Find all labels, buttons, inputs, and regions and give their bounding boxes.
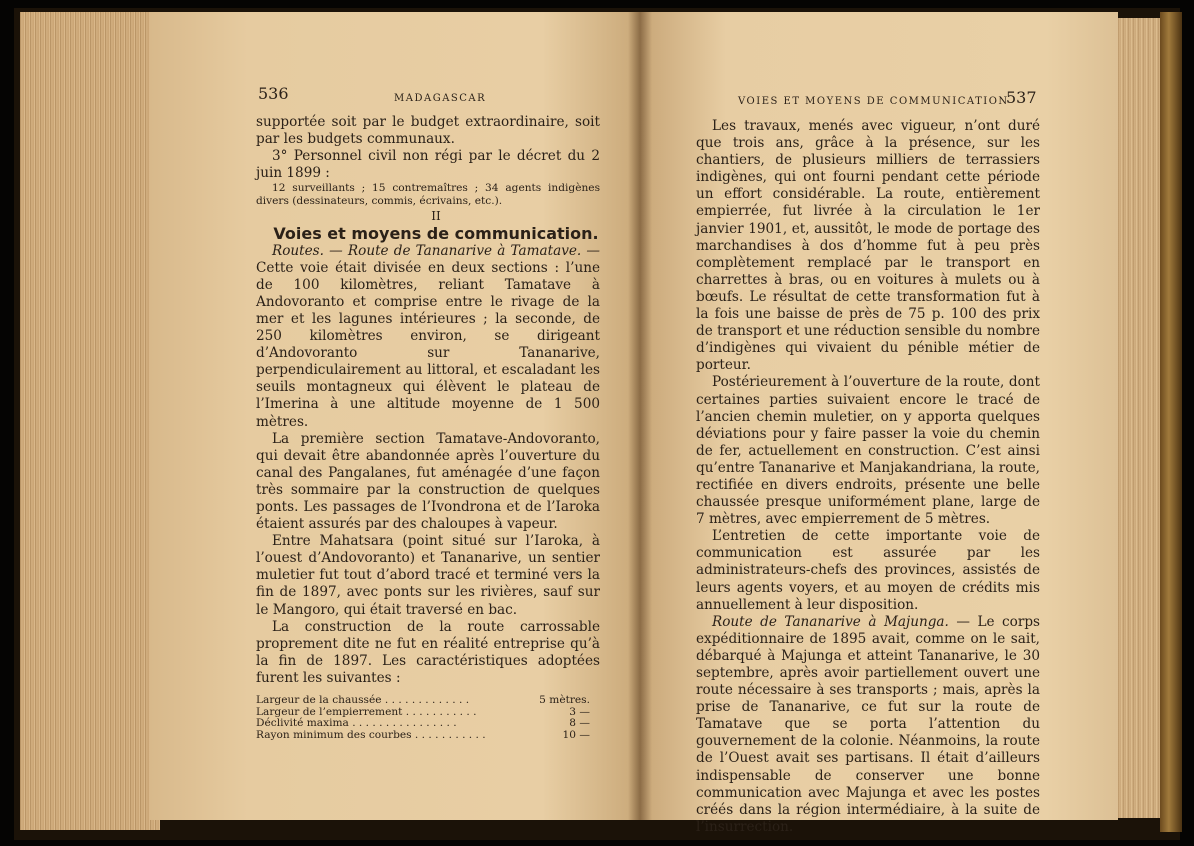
spec-value: 3 —	[569, 705, 590, 718]
paragraph	[256, 243, 600, 431]
paragraph: 3° Personnel civil non régi par le décret du 2 juin 1899 :	[256, 148, 600, 182]
left-page	[150, 12, 640, 820]
left-page-text	[256, 114, 600, 741]
spec-label: Rayon minimum des courbes . . . . . . . . . . .	[256, 728, 486, 741]
paragraph: Postérieurement à l’ouverture de la route, dont certaines parties suivaient encore le tracé de l’ancien chemin muletier, on y apporta quelques déviations pour y faire passer la voie du chemin de fer, actuellement en construction. C’est ainsi qu’entre Tananarive et Manjakandriana, la route, rectifiée en divers endroits, présente une belle chaussée presque uniformément plane, large de 7 mètres, avec empierrement de 5 mètres.	[696, 374, 1040, 528]
running-head-left: MADAGASCAR	[394, 93, 487, 104]
page-number-left: 536	[258, 84, 289, 103]
paragraph: L’entretien de cette importante voie de communication est assurée par les administrateurs-chefs des provinces, assistés de leurs agents voyers, et au moyen de crédits mis annuellement à leur disposition.	[696, 528, 1040, 613]
spec-label: Largeur de la chaussée . . . . . . . . . . . . .	[256, 694, 470, 706]
paragraph: Entre Mahatsara (point situé sur l’Iaroka, à l’ouest d’Andovoranto) et Tananarive, un sentier muletier fut tout d’abord tracé et terminé vers la fin de 1897, avec ponts sur les rivières, sauf sur le Mangoro, qui était traversé en bac.	[256, 533, 600, 618]
table-row	[256, 718, 600, 730]
spec-value: 10 —	[562, 728, 590, 741]
spec-value: 8 —	[569, 717, 590, 729]
paragraph-text: — Le corps expéditionnaire de 1895 avait, comme on le sait, débarqué à Majunga et atteint Tananarive, le 30 septembre, après avoir partiellement ouvert une route nécessaire à ses transports ; mais, après la prise de Tananarive, ce fut sur la route de Tamatave que se porta l’attention du gouvernement de la colonie. Néanmoins, la route de l’Ouest avait ses partisans. Il était d’ailleurs indispensable de conserver une bonne communication avec Majunga et avec les postes créés dans la région intermédiaire, à la suite de l’insurrection.	[696, 613, 1040, 835]
table-row	[256, 695, 600, 707]
book-gutter	[628, 12, 652, 820]
paragraph	[696, 614, 1040, 836]
paragraph: supportée soit par le budget extraordinaire, soit par les budgets communaux.	[256, 114, 600, 148]
subsection-heading: Route de Tananarive à Majunga.	[712, 613, 949, 630]
section-numeral: II	[431, 209, 441, 224]
left-page-edges	[20, 12, 160, 830]
paragraph: La construction de la route carrossable proprement dite ne fut en réalité entreprise qu’à la fin de 1897. Les caractéristiques adoptées furent les suivantes :	[256, 618, 600, 686]
running-head-right: VOIES ET MOYENS DE COMMUNICATION	[738, 96, 1009, 107]
right-page-text	[696, 118, 1040, 836]
subsection-heading: Routes. — Route de Tananarive à Tamatave. —	[272, 242, 600, 259]
page-number-right: 537	[1006, 88, 1037, 107]
right-page	[640, 12, 1118, 835]
paragraph-text: Cette voie était divisée en deux sections : l’une de 100 kilomètres, reliant Tamatave à Andovoranto et comprise entre le rivage de la mer et les lagunes intérieures ; la seconde, de 250 kilomètres environ, se dirigeant d’Andovoranto sur Tananarive, perpendiculairement au littoral, et escaladant les seuils montagneux qui élèvent le plateau de l’Imerina à une altitude moyenne de 1 500 mètres.	[256, 259, 600, 430]
spec-label: Largeur de l’empierrement . . . . . . . . . . .	[256, 705, 477, 718]
book-cover-edge	[1160, 12, 1182, 832]
specs-table	[256, 695, 600, 741]
footnote-list: 12 surveillants ; 15 contremaîtres ; 34 agents indigènes divers (dessinateurs, commis, écrivains, etc.).	[256, 182, 600, 208]
spec-value: 5 mètres.	[539, 694, 590, 706]
paragraph: La première section Tamatave-Andovoranto, qui devait être abandonnée après l’ouverture du canal des Pangalanes, fut aménagée d’une façon très sommaire par la construction de quelques ponts. Les passages de l’Ivondrona et de l’Iaroka étaient assurés par des chaloupes à vapeur.	[256, 430, 600, 533]
spec-label: Déclivité maxima . . . . . . . . . . . . . . . .	[256, 717, 457, 729]
table-row	[256, 730, 600, 742]
right-page-edges	[1110, 18, 1166, 818]
paragraph: Les travaux, menés avec vigueur, n’ont duré que trois ans, grâce à la présence, sur les chantiers, de plusieurs milliers de terrassiers indigènes, qui ont fourni pendant cette période un effort considérable. La route, entièrement empierrée, fut livrée à la circulation le 1er janvier 1901, et, aussitôt, le mode de portage des marchandises à dos d’homme fut à peu près complètement remplacé par le transport en charrettes à bras, ou en voitures à mulets ou à bœufs. Le résultat de cette transformation fut à la fois une baisse de près de 75 p. 100 des prix de transport et une réduction sensible du nombre d’indigènes qui vivaient du pénible métier de porteur.	[696, 118, 1040, 374]
section-title: Voies et moyens de communication.	[273, 224, 599, 244]
